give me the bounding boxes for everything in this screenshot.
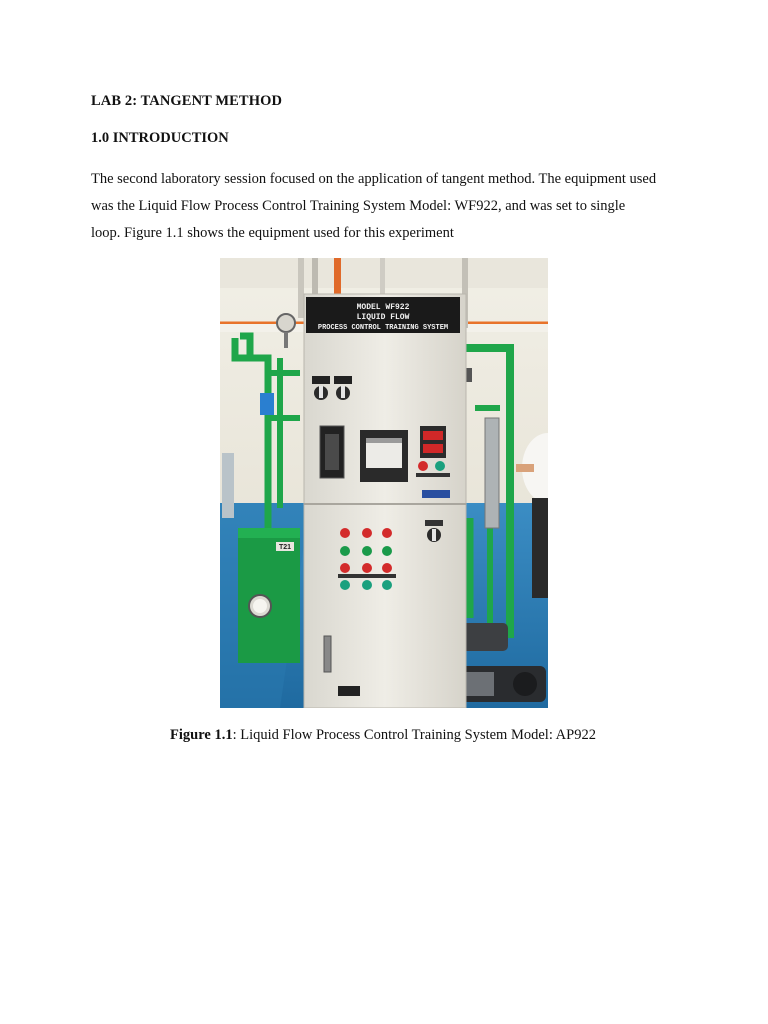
panel-label-line-1: MODEL WF922: [356, 303, 410, 312]
lab-title: LAB 2: TANGENT METHOD: [91, 93, 283, 109]
panel-label-line-3: PROCESS CONTROL TRAINING SYSTEM: [317, 324, 449, 332]
paragraph-line: loop. Figure 1.1 shows the equipment used for this experiment: [91, 225, 454, 241]
figure-caption-label: Figure 1.1: [170, 727, 233, 743]
tank-tag-text: T21: [278, 544, 292, 551]
figure-caption-text: : Liquid Flow Process Control Training System Model: AP922: [232, 727, 596, 743]
figure-caption: [0, 727, 768, 744]
panel-label-line-2: LIQUID FLOW: [356, 313, 410, 322]
intro-paragraph: [91, 166, 691, 247]
section-heading: 1.0 INTRODUCTION: [91, 130, 229, 146]
equipment-photo: [220, 258, 548, 708]
paragraph-line: The second laboratory session focused on the application of tangent method. The equipment used: [91, 171, 657, 187]
paragraph-line: was the Liquid Flow Process Control Training System Model: WF922, and was set to single: [91, 198, 626, 214]
